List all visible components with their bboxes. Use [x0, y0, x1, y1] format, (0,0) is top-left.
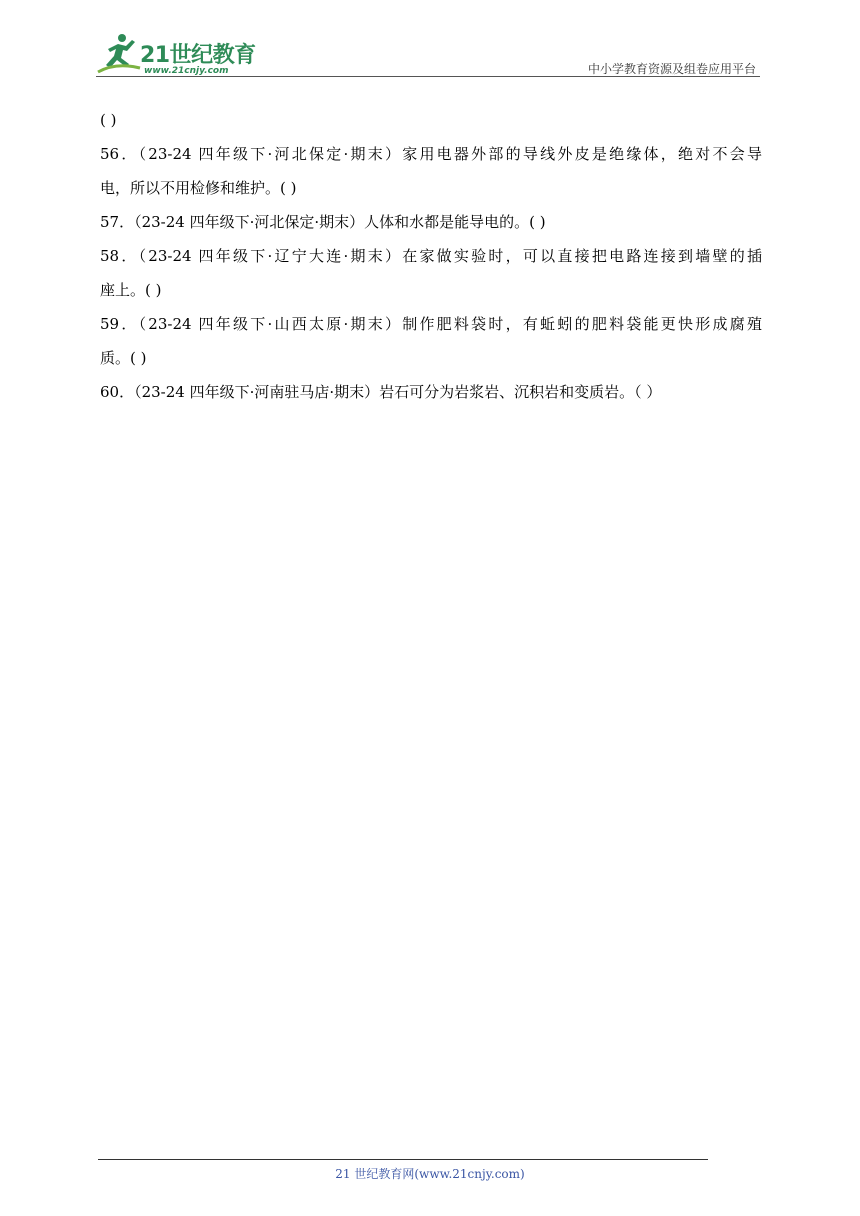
question-59-line-1: 59．（23-24 四年级下·山西太原·期末）制作肥料袋时，有蚯蚓的肥料袋能更快形成腐殖: [100, 315, 762, 333]
question-58-line-2: 座上。( ): [100, 281, 162, 299]
footer-link[interactable]: 21 世纪教育网(www.21cnjy.com): [335, 1167, 525, 1181]
question-list: [100, 103, 762, 409]
site-logo[interactable]: [96, 32, 266, 78]
question-60: 60．（23-24 四年级下·河南驻马店·期末）岩石可分为岩浆岩、沉积岩和变质岩。（ ）: [100, 383, 662, 401]
answer-bracket-line: ( ): [100, 111, 117, 129]
logo-url: www.21cnjy.com: [144, 66, 229, 76]
question-56-line-1: 56．（23-24 四年级下·河北保定·期末）家用电器外部的导线外皮是绝缘体，绝对不会导: [100, 145, 762, 163]
question-57: 57．（23-24 四年级下·河北保定·期末）人体和水都是能导电的。( ): [100, 213, 546, 231]
header-divider: [96, 76, 760, 77]
runner-icon: [96, 32, 144, 76]
site-tagline: 中小学教育资源及组卷应用平台: [587, 62, 756, 76]
page-header: [0, 0, 860, 80]
logo-text: 21世纪教育: [140, 43, 256, 68]
footer-divider: [98, 1159, 708, 1160]
question-56-line-2: 电，所以不用检修和维护。( ): [100, 179, 297, 197]
question-58-line-1: 58．（23-24 四年级下·辽宁大连·期末）在家做实验时，可以直接把电路连接到墙壁的插: [100, 247, 762, 265]
question-59-line-2: 质。( ): [100, 349, 147, 367]
